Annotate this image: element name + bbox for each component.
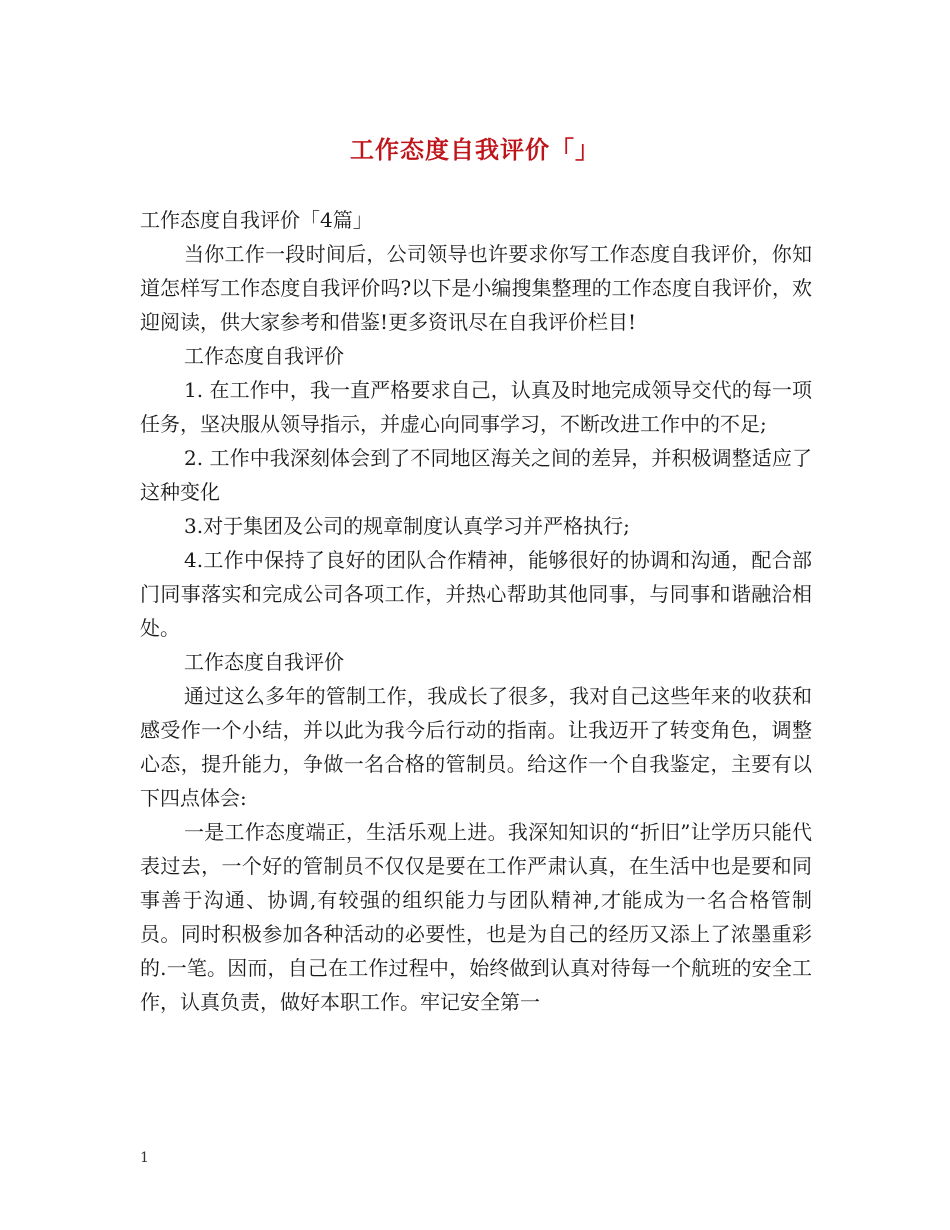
list-item-4: 4.工作中保持了良好的团队合作精神，能够很好的协调和沟通，配合部门同事落实和完成公司各项工作，并热心帮助其他同事，与同事和谐融洽相处。 bbox=[140, 548, 812, 640]
document-title: 工作态度自我评价「」 bbox=[350, 135, 600, 164]
document-body bbox=[140, 203, 812, 1019]
body-paragraph: 一是工作态度端正，生活乐观上进。我深知知识的“折旧”让学历只能代表过去，一个好的管制员不仅仅是要在工作严肃认真，在生活中也是要和同事善于沟通、协调,有较强的组织能力与团队精神,才能成为一名合格管制员。同时积极参加各种活动的必要性，也是为自己的经历又添上了浓墨重彩的.一笔。因而，自己在工作过程中，始终做到认真对待每一个航班的安全工作，认真负责，做好本职工作。牢记安全第一 bbox=[140, 820, 812, 1014]
section-heading: 工作态度自我评价 bbox=[184, 650, 344, 674]
list-item-2: 2. 工作中我深刻体会到了不同地区海关之间的差异，并积极调整适应了这种变化 bbox=[140, 446, 812, 504]
intro-paragraph: 当你工作一段时间后，公司领导也许要求你写工作态度自我评价，你知道怎样写工作态度自我评价吗?以下是小编搜集整理的工作态度自我评价，欢迎阅读，供大家参考和借鉴!更多资讯尽在自我评价栏目! bbox=[140, 242, 812, 334]
subtitle-paragraph: 工作态度自我评价「4篇」 bbox=[140, 208, 373, 232]
body-paragraph: 通过这么多年的管制工作，我成长了很多，我对自己这些年来的收获和感受作一个小结，并以此为我今后行动的指南。让我迈开了转变角色，调整心态，提升能力，争做一名合格的管制员。给这作一个自我鉴定，主要有以下四点体会: bbox=[140, 684, 812, 810]
list-item-1: 1. 在工作中，我一直严格要求自己，认真及时地完成领导交代的每一项任务，坚决服从领导指示，并虚心向同事学习，不断改进工作中的不足; bbox=[140, 378, 812, 436]
page-number: 1 bbox=[140, 1150, 149, 1166]
list-item-3: 3.对于集团及公司的规章制度认真学习并严格执行; bbox=[184, 514, 630, 538]
section-heading: 工作态度自我评价 bbox=[184, 344, 344, 368]
